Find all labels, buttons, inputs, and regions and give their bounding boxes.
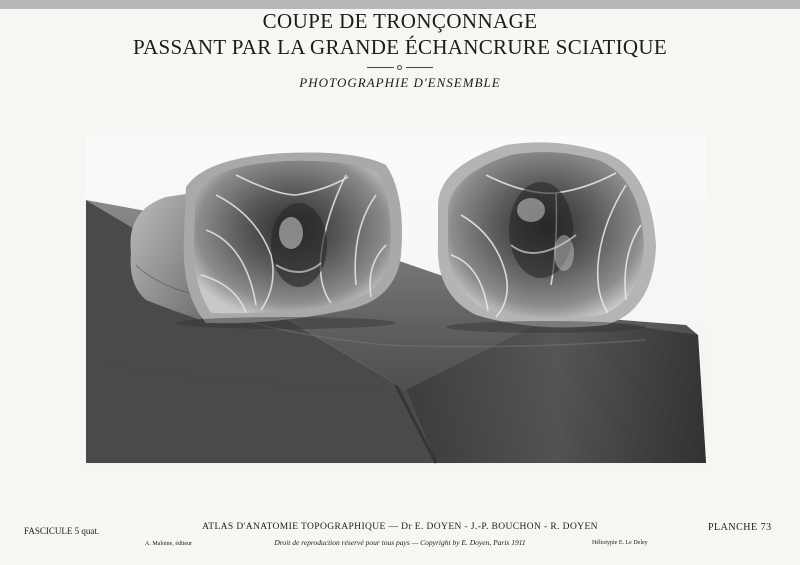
scan-edge [0, 0, 800, 9]
atlas-credit-line: ATLAS D'ANATOMIE TOPOGRAPHIQUE — Dr E. DOYEN - J.-P. BOUCHON - R. DOYEN [202, 522, 598, 532]
planche-number: PLANCHE 73 [708, 522, 772, 533]
copyright-line: Droit de reproduction réservé pour tous pays — Copyright by E. Doyen, Paris 1911 [274, 538, 526, 547]
plate-title-line-2: PASSANT PAR LA GRANDE ÉCHANCRURE SCIATIQUE [132, 35, 667, 59]
anatomical-section-photograph [86, 135, 706, 465]
printer-credit: Héliotypie E. Le Deley [592, 540, 648, 546]
fascicule-label: FASCICULE 5 quat. [24, 526, 100, 536]
publisher-credit: A. Maloine, éditeur [145, 541, 192, 547]
title-ornament-divider [367, 64, 433, 70]
plate-subtitle: PHOTOGRAPHIE D'ENSEMBLE [299, 75, 501, 90]
plate-title-line-1: COUPE DE TRONÇONNAGE [262, 9, 538, 33]
